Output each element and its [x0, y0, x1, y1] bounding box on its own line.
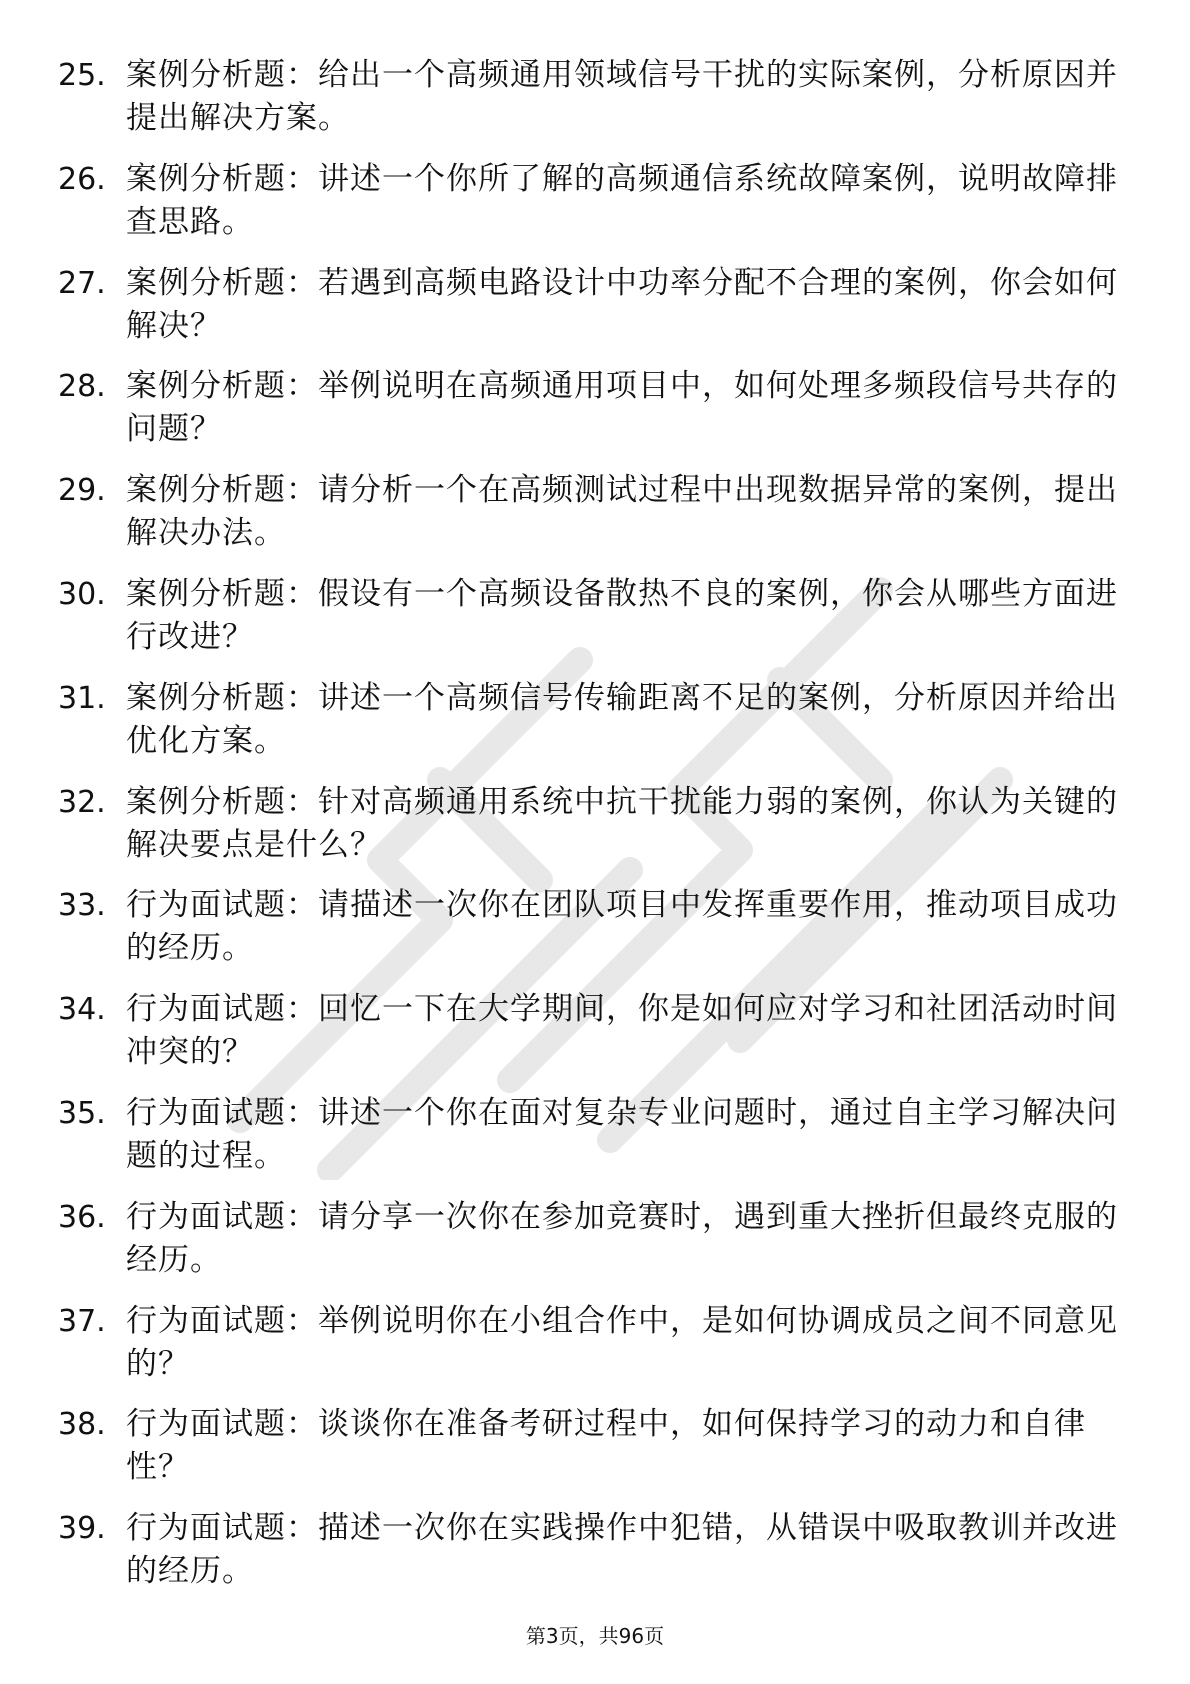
- question-number: 26.: [58, 161, 106, 197]
- page-number-label: 第3页，共96页: [525, 1624, 665, 1648]
- question-category: 案例分析题：: [126, 472, 318, 509]
- question-body: 讲述一个你在面对复杂专业问题时，通过自主学习解决问题的过程。: [126, 1094, 1118, 1174]
- question-number: 32.: [58, 784, 106, 820]
- question-category: 案例分析题：: [126, 57, 318, 93]
- question-number: 30.: [58, 576, 106, 612]
- question-category: 行为面试题：: [126, 1510, 318, 1547]
- question-text: [126, 1403, 1118, 1489]
- question-body: 针对高频通用系统中抗干扰能力弱的案例，你认为关键的解决要点是什么？: [126, 783, 1118, 863]
- question-text: [126, 158, 1118, 244]
- question-text: [126, 988, 1118, 1074]
- question-category: 案例分析题：: [126, 575, 318, 612]
- question-item: [58, 1092, 1118, 1196]
- question-category: 行为面试题：: [126, 1094, 318, 1131]
- question-text: [126, 54, 1118, 140]
- question-body: 讲述一个你所了解的高频通信系统故障案例，说明故障排查思路。: [126, 160, 1118, 240]
- question-body: 举例说明你在小组合作中，是如何协调成员之间不同意见的？: [126, 1302, 1118, 1382]
- question-body: 假设有一个高频设备散热不良的案例，你会从哪些方面进行改进？: [126, 575, 1118, 655]
- question-body: 请分析一个在高频测试过程中出现数据异常的案例，提出解决办法。: [126, 472, 1118, 552]
- question-category: 案例分析题：: [126, 264, 318, 301]
- question-item: [58, 781, 1118, 885]
- question-text: [126, 677, 1118, 763]
- question-category: 案例分析题：: [126, 679, 318, 716]
- question-number: 36.: [58, 1199, 106, 1235]
- question-body: 回忆一下在大学期间，你是如何应对学习和社团活动时间冲突的？: [126, 991, 1118, 1071]
- question-number: 39.: [58, 1511, 106, 1547]
- question-list: [58, 54, 1118, 1611]
- question-body: 请分享一次你在参加竞赛时，遇到重大挫折但最终克服的经历。: [126, 1198, 1118, 1278]
- question-body: 谈谈你在准备考研过程中，如何保持学习的动力和自律性？: [126, 1406, 1086, 1486]
- question-number: 37.: [58, 1303, 106, 1339]
- question-category: 行为面试题：: [126, 1302, 318, 1339]
- question-text: [126, 262, 1118, 348]
- question-item: [58, 262, 1118, 366]
- question-category: 案例分析题：: [126, 368, 318, 405]
- question-item: [58, 573, 1118, 677]
- question-category: 行为面试题：: [126, 1406, 318, 1443]
- question-item: [58, 54, 1118, 158]
- question-text: [126, 1507, 1118, 1593]
- question-text: [126, 1300, 1118, 1386]
- question-number: 27.: [58, 265, 106, 301]
- page-footer: [0, 1620, 1190, 1649]
- question-number: 25.: [58, 58, 106, 93]
- question-text: [126, 365, 1118, 451]
- question-category: 行为面试题：: [126, 887, 318, 924]
- question-body: 描述一次你在实践操作中犯错，从错误中吸取教训并改进的经历。: [126, 1510, 1118, 1590]
- question-item: [58, 1507, 1118, 1611]
- question-category: 行为面试题：: [126, 991, 318, 1028]
- question-item: [58, 988, 1118, 1092]
- question-item: [58, 884, 1118, 988]
- question-text: [126, 781, 1118, 867]
- question-text: [126, 1196, 1118, 1282]
- question-number: 31.: [58, 680, 106, 716]
- question-text: [126, 1092, 1118, 1178]
- question-number: 35.: [58, 1095, 106, 1131]
- question-item: [58, 158, 1118, 262]
- question-item: [58, 365, 1118, 469]
- question-body: 讲述一个高频信号传输距离不足的案例，分析原因并给出优化方案。: [126, 679, 1118, 759]
- question-number: 29.: [58, 473, 106, 509]
- question-body: 给出一个高频通用领域信号干扰的实际案例，分析原因并提出解决方案。: [126, 57, 1118, 136]
- question-text: [126, 573, 1118, 659]
- question-number: 38.: [58, 1407, 106, 1443]
- question-text: [126, 469, 1118, 555]
- question-item: [58, 1300, 1118, 1404]
- question-number: 33.: [58, 888, 106, 924]
- question-category: 案例分析题：: [126, 160, 318, 197]
- question-number: 34.: [58, 992, 106, 1028]
- question-body: 举例说明在高频通用项目中，如何处理多频段信号共存的问题？: [126, 368, 1118, 448]
- question-category: 案例分析题：: [126, 783, 318, 820]
- question-item: [58, 1196, 1118, 1300]
- question-item: [58, 1403, 1118, 1507]
- question-category: 行为面试题：: [126, 1198, 318, 1235]
- question-body: 若遇到高频电路设计中功率分配不合理的案例，你会如何解决？: [126, 264, 1118, 344]
- question-text: [126, 884, 1118, 970]
- question-item: [58, 677, 1118, 781]
- question-number: 28.: [58, 369, 106, 405]
- question-item: [58, 469, 1118, 573]
- question-body: 请描述一次你在团队项目中发挥重要作用，推动项目成功的经历。: [126, 887, 1118, 967]
